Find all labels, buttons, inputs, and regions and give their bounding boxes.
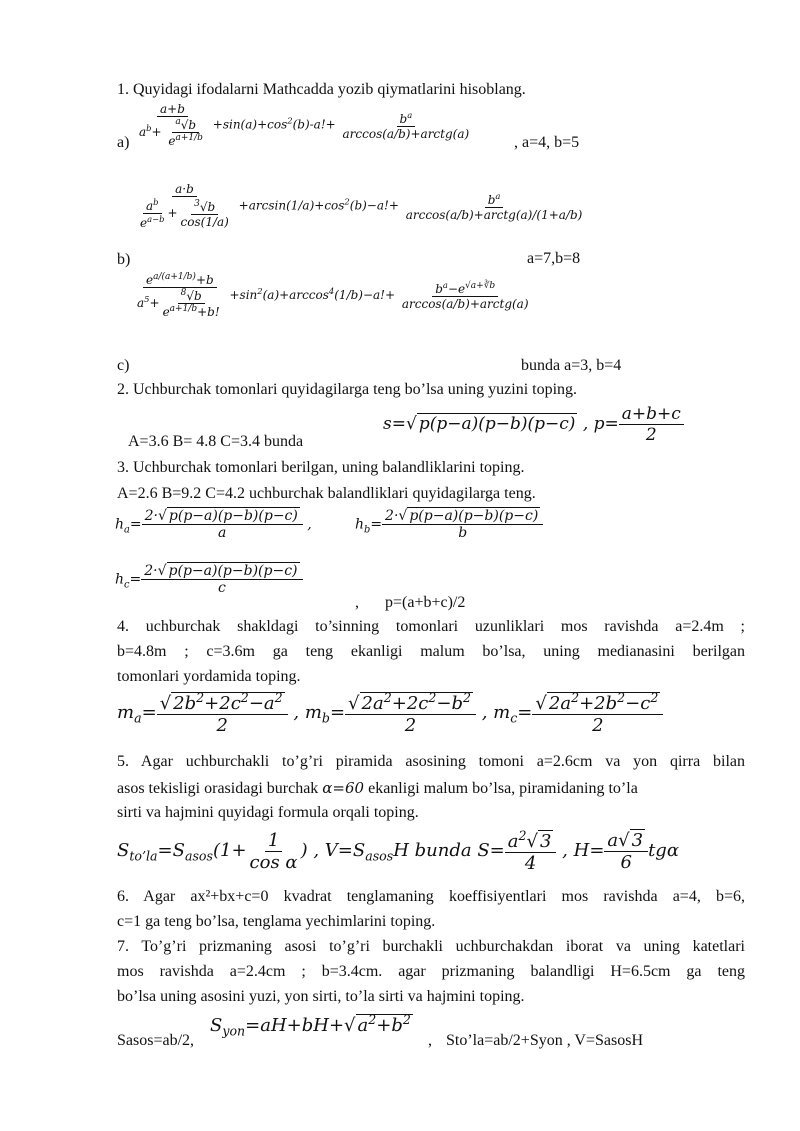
formula-a: a+b $a^b+$ $\frac{^a√b}{e^{a+1/b}}$ $+\sin(a)+\cos^2(b)-a!+$ $b^a$ arccos(a/b)+arctg(a) bbox=[139, 102, 470, 148]
problem-5-line-3: sirti va hajmini quyidagi formula orqali toping. bbox=[117, 804, 419, 821]
formula-lateral-area: $S_{yon}=aH+bH+√$ $a^2+b^2$ bbox=[210, 1012, 411, 1039]
problem-7-line-1: 7. To’g’ri prizmaning asosi to’g’ri burchakli uchburchakdan iborat va uning katetlari bbox=[117, 938, 745, 955]
problem-3-values: A=2.6 B=9.2 C=4.2 uchburchak balandliklari quyidagilarga teng. bbox=[117, 485, 536, 502]
item-c-values: bunda a=3, b=4 bbox=[521, 357, 622, 374]
problem-5-line-2b: ekanligi malum bo’lsa, piramidaning to’la bbox=[368, 780, 638, 797]
item-a-label: a) bbox=[117, 134, 130, 151]
item-b-label: b) bbox=[117, 251, 131, 268]
formula-ha: $h_a=$ $\frac{2\cdot√ p(p-a)(p-b)(p-c)}{a}$ , bbox=[115, 508, 312, 541]
formula-hb: $h_b=$ $\frac{2\cdot√ p(p-a)(p-b)(p-c)}{b}$ bbox=[355, 508, 543, 541]
problem-6-line-1: 6. Agar ax²+bx+c=0 kvadrat tenglamaning koeffisiyentlari mos ravishda a=4, b=6, bbox=[117, 888, 745, 905]
item-c-label: c) bbox=[117, 357, 130, 374]
formula-b: a·b $\frac{a^b}{e^{a-b}}$ + $\frac{^3√b}{\cos(1/a)}$ $+\arcsin(1/a)+\cos^2(b)-a!+$ $b^a$ arccos(a/b)+arctg(a)/(1+a/b) bbox=[140, 182, 583, 230]
item-a-values: , a=4, b=5 bbox=[514, 134, 580, 151]
formula-heron: s=√ p(p−a)(p−b)(p−c) , p= $\frac{a+b+c}{2}$ bbox=[383, 404, 684, 445]
problem-2-text: 2. Uchburchak tomonlari quyidagilarga teng bo’lsa uning yuzini toping. bbox=[117, 381, 578, 398]
prism-base-area: Sasos=ab/2, bbox=[117, 1032, 195, 1049]
problem-7-line-3: bo’lsa uning asosini yuzi, yon sirti, to’la sirti va hajmini toping. bbox=[117, 988, 525, 1005]
bunda-word: bunda bbox=[414, 840, 472, 861]
problem-6-line-2: c=1 ga teng bo’lsa, tenglama yechimlarini toping. bbox=[117, 913, 436, 930]
comma: , bbox=[428, 1032, 432, 1049]
problem-3-comma: , bbox=[355, 594, 359, 611]
prism-total-area-volume: Sto’la=ab/2+Syon , V=SasosH bbox=[446, 1032, 644, 1049]
problem-4-line-1: 4. uchburchak shakldagi to’sinning tomonlari uzunliklari mos ravishda a=2.4m ; bbox=[117, 618, 745, 635]
alpha-eq-60: α=60 bbox=[322, 779, 365, 797]
problem-5-line-2 bbox=[117, 778, 638, 799]
problem-5-line-2a: asos tekisligi orasidagi burchak bbox=[117, 780, 319, 797]
problem-3-p: p=(a+b+c)/2 bbox=[385, 594, 466, 611]
problem-4-line-2: b=4.8m ; c=3.6m ga teng ekanligi malum bo’lsa, uning medianasini berilgan bbox=[117, 643, 745, 660]
formula-c: $e^{a/(a+1/b)}+b$ $a^5+$ $\frac{^8√b}{e^{a+1/b}+b!}$ $+\sin^2(a)+\arccos^4(1/b)-a!+$ $b^a-e^{√a+∛b}$ arccos(a/b)+arctg(a) bbox=[137, 272, 529, 319]
formula-hc: $h_c=$ $\frac{2\cdot√ p(p-a)(p-b)(p-c)}{c}$ bbox=[115, 563, 303, 596]
problem-1-text: 1. Quyidagi ifodalarni Mathcadda yozib qiymatlarini hisoblang. bbox=[117, 81, 526, 98]
item-b-values: a=7,b=8 bbox=[527, 250, 581, 267]
problem-2-values: A=3.6 B= 4.8 C=3.4 bunda bbox=[128, 433, 304, 450]
formula-pyramid: $S_{to’la}=S_{asos}(1+$ $\frac{1}{\text{cos α}}$ ) , $V=S_{asos}H$ bunda S= $\frac{a^2√ 3}{4}$ , H= $\frac{a√ 3}{6}$ tgα bbox=[117, 828, 679, 874]
problem-5-line-1: 5. Agar uchburchakli to’g’ri piramida asosining tomoni a=2.6cm va yon qirra bilan bbox=[117, 753, 745, 770]
problem-7-line-2: mos ravishda a=2.4cm ; b=3.4cm. agar prizmaning balandligi H=6.5cm ga teng bbox=[117, 963, 745, 980]
formula-medians: $m_a=$ $\frac{√ 2b^2+2c^2-a^2}{2}$ , $m_b=$ $\frac{√ 2a^2+2c^2-b^2}{2}$ , $m_c=$ $\frac{√ 2a^2+2b^2-c^2}{2}$ bbox=[117, 690, 663, 736]
problem-4-line-3: tomonlari yordamida toping. bbox=[117, 668, 301, 685]
problem-3-text: 3. Uchburchak tomonlari berilgan, uning balandliklarini toping. bbox=[117, 459, 525, 476]
